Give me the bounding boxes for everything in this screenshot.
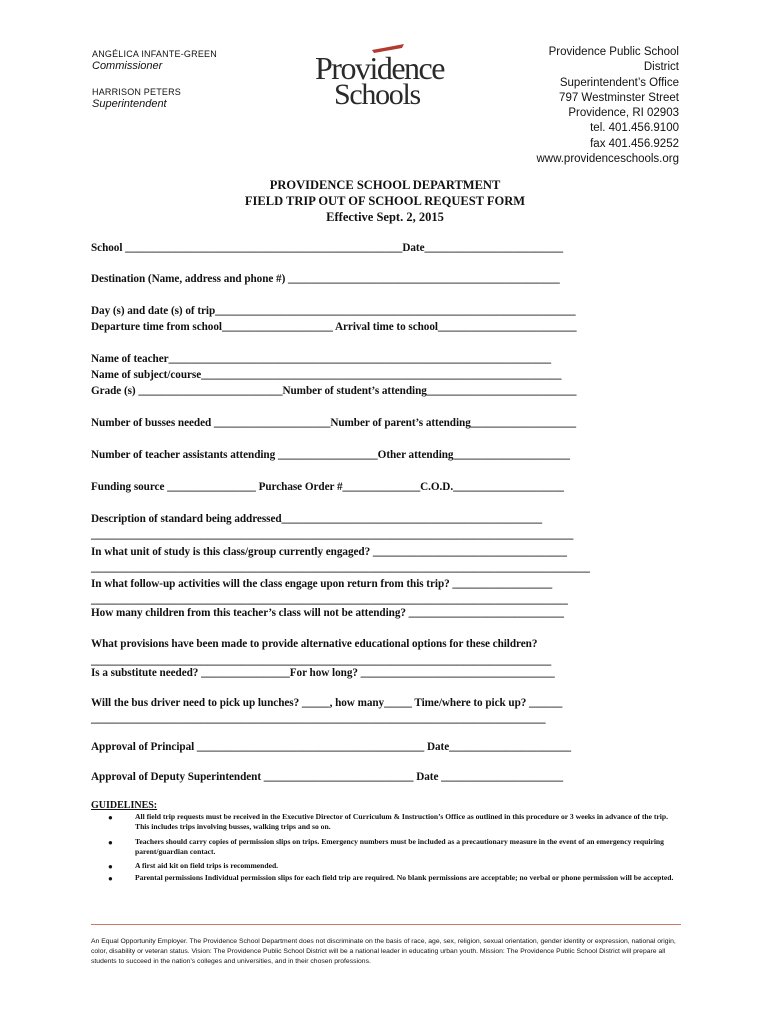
footer-divider	[91, 924, 681, 925]
alternative-provisions-field[interactable]: ___________________________________________________________________________________	[91, 655, 552, 667]
unit-of-study-continuation[interactable]: __________________________________________________________________________________________	[91, 562, 590, 574]
providence-schools-logo	[312, 44, 452, 110]
address-line: Providence, RI 02903	[568, 107, 679, 120]
bullet-icon: ●	[108, 813, 113, 822]
funding-source-field[interactable]: Funding source ________________ Purchase Order #______________C.O.D.____________________	[91, 481, 564, 493]
bullet-icon: ●	[108, 874, 113, 883]
form-title: FIELD TRIP OUT OF SCHOOL REQUEST FORM	[244, 194, 526, 208]
superintendent-name: HARRISON PETERS	[92, 87, 182, 97]
assistants-other-field[interactable]: Number of teacher assistants attending __________________Other attending_____________________	[91, 449, 570, 461]
address-line: tel. 401.456.9100	[590, 122, 679, 135]
subject-course-field[interactable]: Name of subject/course_________________________________________________________________	[91, 369, 562, 381]
standard-description-continuation[interactable]: _______________________________________________________________________________________	[91, 529, 574, 541]
bus-lunch-pickup-field[interactable]: Will the bus driver need to pick up lunches? _____, how many_____ Time/where to pick up? ______	[91, 697, 563, 709]
footer-statement: An Equal Opportunity Employer. The Providence School Department does not discriminate on the basis of race, age, sex, religion, sexual orientation, gender identity or expression, national origin, color, disability or veteran status. Vision: The Providence Public School District will be a national leader in educating urban youth. Mission: The Providence Public School District will prepare all students to succeed in the nation’s colleges and universities, and in their chosen professions.	[91, 938, 676, 966]
commissioner-title: Commissioner	[92, 60, 163, 72]
substitute-field[interactable]: Is a substitute needed? ________________For how long? ___________________________________	[91, 667, 555, 679]
deputy-superintendent-approval-field[interactable]: Approval of Deputy Superintendent ___________________________ Date ______________________	[91, 771, 564, 783]
standard-description-field[interactable]: Description of standard being addressed_______________________________________________	[91, 513, 543, 525]
trip-days-field[interactable]: Day (s) and date (s) of trip_________________________________________________________________	[91, 305, 576, 317]
alternative-provisions-question: What provisions have been made to provide alternative educational options for these children?	[91, 638, 538, 650]
guideline-item: Teachers should carry copies of permission slips on trips. Emergency numbers must be included as a precautionary measure in the event of an emergency requiring parent/guardian contact.	[135, 837, 664, 857]
bullet-icon: ●	[108, 838, 113, 847]
address-line: www.providenceschools.org	[536, 153, 679, 166]
guideline-item: All field trip requests must be received in the Executive Director of Curriculum & Instruction’s Office as outlined in this procedure or 3 weeks in advance of the trip. This includes trips involving busses, walking trips and so on.	[135, 812, 668, 832]
department-title: PROVIDENCE SCHOOL DEPARTMENT	[269, 178, 501, 192]
school-date-field[interactable]: School __________________________________________________Date_________________________	[91, 242, 564, 254]
effective-date: Effective Sept. 2, 2015	[326, 210, 444, 224]
logo-word-providence: Providence	[315, 50, 444, 86]
superintendent-title: Superintendent	[92, 98, 167, 110]
address-line: Superintendent’s Office	[559, 76, 679, 89]
guidelines-heading: GUIDELINES:	[91, 800, 158, 811]
destination-field[interactable]: Destination (Name, address and phone #) _________________________________________________	[91, 273, 560, 285]
departure-arrival-field[interactable]: Departure time from school____________________ Arrival time to school_________________________	[91, 321, 577, 333]
address-line: Providence Public School	[548, 46, 679, 58]
unit-of-study-field[interactable]: In what unit of study is this class/group currently engaged? ___________________________________	[91, 546, 567, 558]
address-line: fax 401.456.9252	[590, 137, 679, 150]
grade-students-field[interactable]: Grade (s) __________________________Number of student’s attending___________________________	[91, 385, 577, 397]
teacher-name-field[interactable]: Name of teacher_____________________________________________________________________	[91, 353, 552, 365]
address-block	[536, 45, 679, 167]
guideline-item: A first aid kit on field trips is recommended.	[135, 861, 279, 870]
follow-up-continuation[interactable]: ______________________________________________________________________________________	[91, 594, 568, 606]
children-not-attending-field[interactable]: How many children from this teacher’s class will not be attending? ____________________________	[91, 607, 564, 619]
principal-approval-field[interactable]: Approval of Principal _________________________________________ Date______________________	[91, 741, 572, 753]
busses-parents-field[interactable]: Number of busses needed _____________________Number of parent’s attending___________________	[91, 417, 577, 429]
logo-word-schools: Schools	[334, 78, 420, 111]
bullet-icon: ●	[108, 862, 113, 871]
follow-up-activities-field[interactable]: In what follow-up activities will the class engage upon return from this trip? __________________	[91, 578, 553, 590]
address-line: District	[643, 61, 679, 74]
bus-lunch-pickup-continuation[interactable]: __________________________________________________________________________________	[91, 713, 546, 725]
guideline-item: Parental permissions Individual permission slips for each field trip are required. No blank permissions are acceptable; no verbal or phone permission will be accepted.	[135, 873, 674, 882]
commissioner-name: ANGÉLICA INFANTE-GREEN	[92, 49, 217, 59]
address-line: 797 Westminster Street	[559, 91, 679, 104]
